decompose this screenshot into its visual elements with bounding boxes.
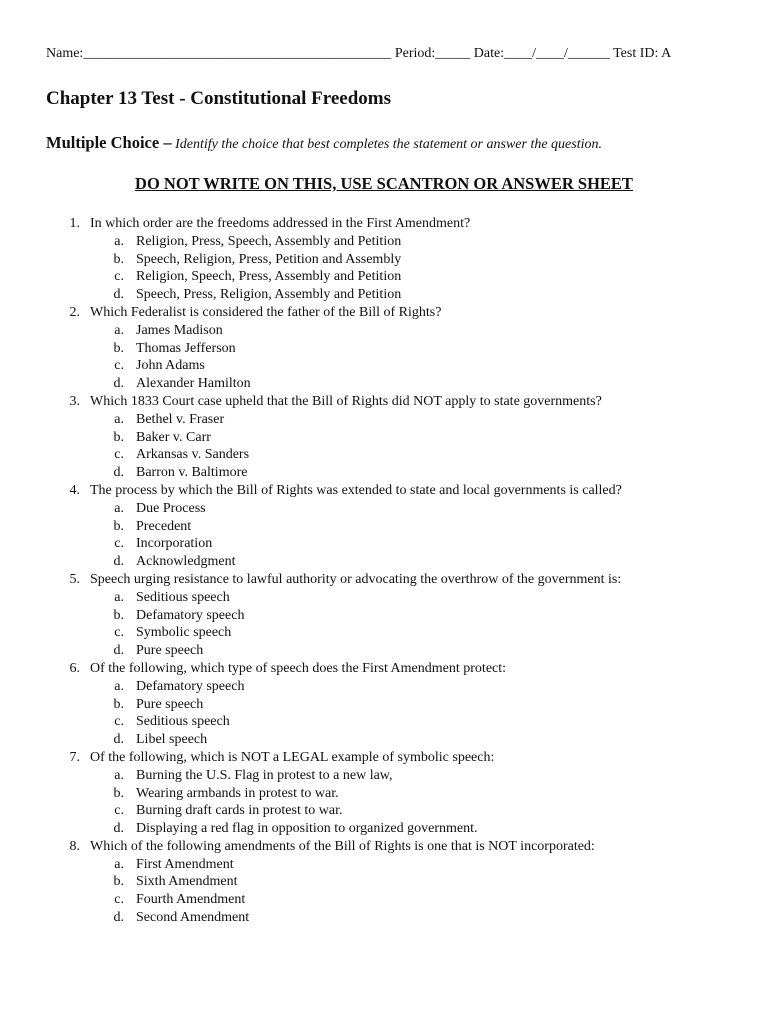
question-number: 3. xyxy=(69,393,80,409)
question-text: Of the following, which is NOT a LEGAL example of symbolic speech: xyxy=(90,749,495,765)
choice-letter: c. xyxy=(114,358,124,374)
choice-text: Baker v. Carr xyxy=(136,429,211,445)
choice-text: Sixth Amendment xyxy=(136,874,238,890)
answer-choice xyxy=(0,233,768,251)
choice-text: Precedent xyxy=(136,518,192,534)
choice-letter: c. xyxy=(114,714,124,730)
choice-letter: c. xyxy=(114,269,124,285)
answer-choice xyxy=(0,873,768,891)
warning-banner xyxy=(0,174,768,194)
choice-letter: a. xyxy=(114,678,124,694)
question-text: Which 1833 Court case upheld that the Bill of Rights did NOT apply to state governments? xyxy=(90,393,602,409)
student-info-line: Name:____________________________________________ Period:_____ Date:____/____/______ Test ID: A xyxy=(46,46,672,61)
choice-text: Second Amendment xyxy=(136,910,250,926)
question-number: 1. xyxy=(69,216,80,231)
answer-choice xyxy=(0,446,768,464)
choice-text: Religion, Press, Speech, Assembly and Petition xyxy=(136,233,402,249)
answer-choice xyxy=(0,251,768,269)
choice-text: Defamatory speech xyxy=(136,607,245,623)
answer-choice xyxy=(0,589,768,607)
answer-choice xyxy=(0,553,768,571)
choice-text: John Adams xyxy=(136,358,205,374)
answer-choice xyxy=(0,642,768,660)
answer-choice xyxy=(0,322,768,340)
choice-letter: a. xyxy=(114,411,124,427)
answer-choice xyxy=(0,785,768,803)
choice-letter: a. xyxy=(114,233,124,249)
answer-choice xyxy=(0,411,768,429)
answer-choice xyxy=(0,464,768,482)
answer-choice xyxy=(0,624,768,642)
question-text: Speech urging resistance to lawful authority or advocating the overthrow of the government is: xyxy=(90,571,622,587)
choice-letter: b. xyxy=(113,251,124,267)
instructions-text: Identify the choice that best completes the statement or answer the question. xyxy=(175,137,602,152)
question-number: 5. xyxy=(69,571,80,587)
choice-text: Seditious speech xyxy=(136,589,230,605)
choice-text: Barron v. Baltimore xyxy=(136,465,248,481)
question-text: Which Federalist is considered the father of the Bill of Rights? xyxy=(90,304,442,320)
question-number: 4. xyxy=(69,482,80,498)
question-text: Which of the following amendments of the Bill of Rights is one that is NOT incorporated: xyxy=(90,838,595,854)
answer-choice xyxy=(0,518,768,536)
question-number: 7. xyxy=(69,749,80,765)
question-item xyxy=(0,571,768,589)
choice-letter: b. xyxy=(113,874,124,890)
choice-text: Thomas Jefferson xyxy=(136,340,236,356)
choice-text: Bethel v. Fraser xyxy=(136,411,225,427)
choice-letter: d. xyxy=(113,821,124,837)
choice-letter: d. xyxy=(113,287,124,303)
choice-text: Arkansas v. Sanders xyxy=(136,447,250,463)
answer-choice xyxy=(0,802,768,820)
choice-text: Burning the U.S. Flag in protest to a new law, xyxy=(136,767,393,783)
choice-text: Incorporation xyxy=(136,536,213,552)
choice-letter: c. xyxy=(114,536,124,552)
question-item xyxy=(0,749,768,767)
choice-text: Fourth Amendment xyxy=(136,892,246,908)
question-list xyxy=(0,215,768,927)
answer-choice xyxy=(0,696,768,714)
choice-letter: d. xyxy=(113,376,124,392)
question-text: Of the following, which type of speech does the First Amendment protect: xyxy=(90,660,507,676)
choice-letter: b. xyxy=(113,340,124,356)
choice-text: Symbolic speech xyxy=(136,625,232,641)
choice-text: Alexander Hamilton xyxy=(136,376,251,392)
choice-letter: c. xyxy=(114,892,124,908)
question-item xyxy=(0,482,768,500)
choice-text: Speech, Press, Religion, Assembly and Petition xyxy=(136,287,402,303)
choice-letter: b. xyxy=(113,785,124,801)
answer-choice xyxy=(0,713,768,731)
choice-letter: d. xyxy=(113,643,124,659)
choice-text: Pure speech xyxy=(136,696,204,712)
answer-choice xyxy=(0,268,768,286)
warning-banner-text: DO NOT WRITE ON THIS, USE SCANTRON OR ANSWER SHEET xyxy=(135,174,633,193)
question-item xyxy=(0,660,768,678)
multiple-choice-label: Multiple Choice – xyxy=(46,133,172,152)
choice-letter: c. xyxy=(114,803,124,819)
answer-choice xyxy=(0,678,768,696)
question-text: In which order are the freedoms addressed in the First Amendment? xyxy=(90,216,471,231)
answer-choice xyxy=(0,731,768,749)
answer-choice xyxy=(0,375,768,393)
choice-letter: c. xyxy=(114,625,124,641)
question-number: 2. xyxy=(69,304,80,320)
section-heading xyxy=(46,133,602,153)
choice-letter: d. xyxy=(113,465,124,481)
answer-choice xyxy=(0,286,768,304)
choice-letter: d. xyxy=(113,554,124,570)
question-item xyxy=(0,393,768,411)
choice-letter: b. xyxy=(113,429,124,445)
choice-text: Pure speech xyxy=(136,643,204,659)
choice-text: Due Process xyxy=(136,500,206,516)
answer-choice xyxy=(0,357,768,375)
choice-text: Displaying a red flag in opposition to organized government. xyxy=(136,821,478,837)
choice-text: Acknowledgment xyxy=(136,554,236,570)
question-item xyxy=(0,304,768,322)
answer-choice xyxy=(0,767,768,785)
choice-text: First Amendment xyxy=(136,856,234,872)
question-item xyxy=(0,215,768,233)
choice-letter: a. xyxy=(114,322,124,338)
answer-choice xyxy=(0,909,768,927)
choice-letter: a. xyxy=(114,856,124,872)
choice-letter: b. xyxy=(113,607,124,623)
choice-text: Burning draft cards in protest to war. xyxy=(136,803,343,819)
choice-letter: b. xyxy=(113,518,124,534)
answer-choice xyxy=(0,340,768,358)
choice-text: Seditious speech xyxy=(136,714,230,730)
choice-text: Speech, Religion, Press, Petition and Assembly xyxy=(136,251,402,267)
choice-letter: d. xyxy=(113,732,124,748)
choice-text: Wearing armbands in protest to war. xyxy=(136,785,339,801)
answer-choice xyxy=(0,535,768,553)
choice-letter: d. xyxy=(113,910,124,926)
choice-text: Defamatory speech xyxy=(136,678,245,694)
question-item xyxy=(0,838,768,856)
choice-letter: a. xyxy=(114,589,124,605)
choice-letter: c. xyxy=(114,447,124,463)
question-number: 6. xyxy=(69,660,80,676)
answer-choice xyxy=(0,856,768,874)
choice-letter: b. xyxy=(113,696,124,712)
answer-choice xyxy=(0,429,768,447)
choice-letter: a. xyxy=(114,500,124,516)
choice-text: Religion, Speech, Press, Assembly and Petition xyxy=(136,269,402,285)
answer-choice xyxy=(0,891,768,909)
answer-choice xyxy=(0,820,768,838)
choice-text: James Madison xyxy=(136,322,223,338)
page-title: Chapter 13 Test - Constitutional Freedoms xyxy=(46,88,392,109)
answer-choice xyxy=(0,607,768,625)
question-text: The process by which the Bill of Rights was extended to state and local governments is called? xyxy=(90,482,622,498)
choice-text: Libel speech xyxy=(136,732,208,748)
choice-letter: a. xyxy=(114,767,124,783)
answer-choice xyxy=(0,500,768,518)
question-number: 8. xyxy=(69,838,80,854)
